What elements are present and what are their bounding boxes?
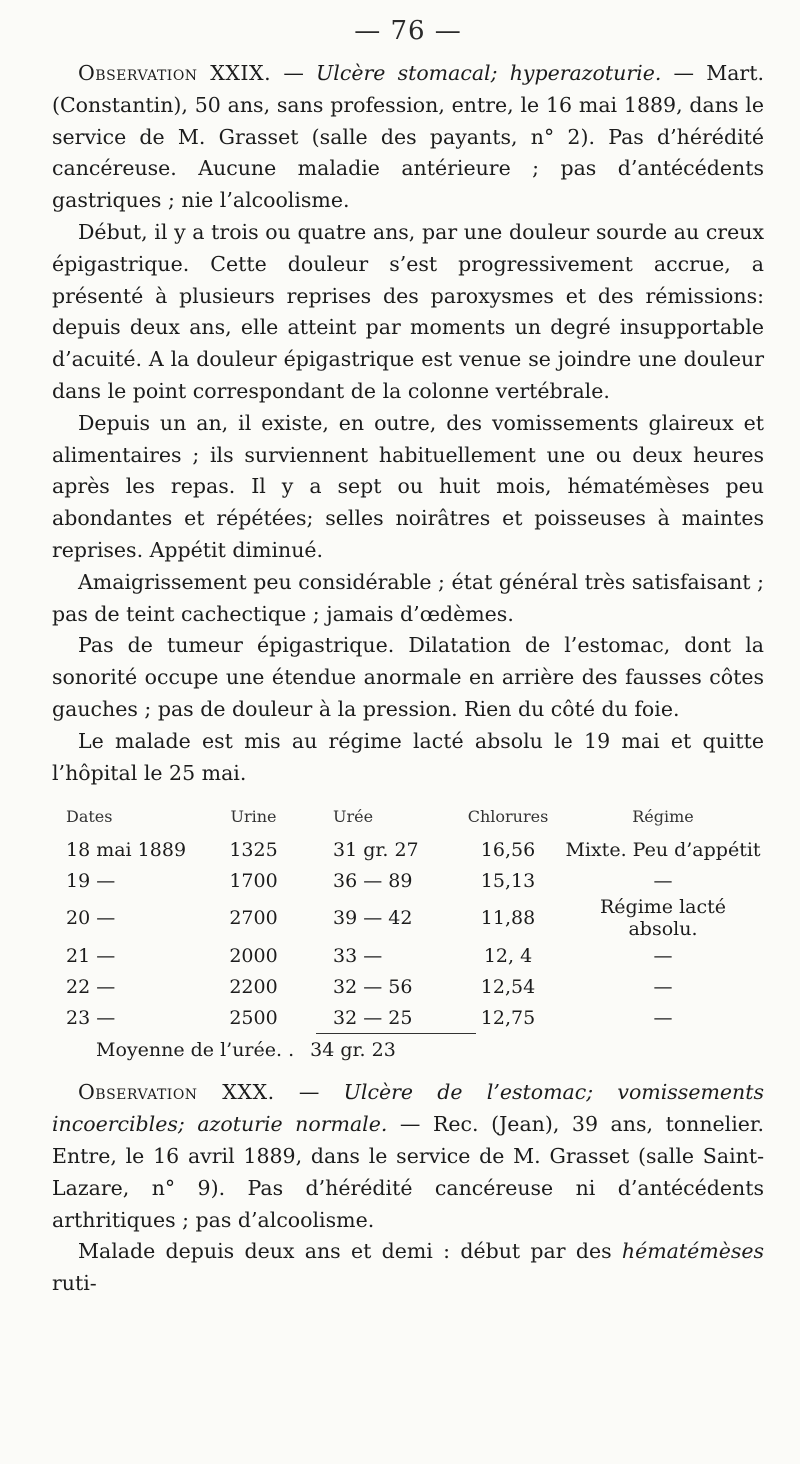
obs30-intro: — Rec. (Jean), 39 ans, tonnelier. Entre, le 16 avril 1889, dans le service de M. Grasset (salle Saint-Lazare, n° 9). Pas d’hérédité cancéreuse ni d’antécédents arthritiques ; pas d’alcoolisme. — [52, 1112, 764, 1232]
obs30-paragraph-2 — [52, 1236, 764, 1300]
header-chlorures: Chlorures — [467, 807, 549, 827]
page-number: — 76 — — [354, 16, 462, 46]
cell-urine: 2700 — [229, 907, 278, 930]
cell-date: 18 mai 1889 — [66, 838, 187, 861]
cell-regime: — — [653, 869, 673, 892]
table-row — [66, 940, 763, 971]
obs30-p2-end: ruti- — [52, 1271, 97, 1296]
table-header-row — [66, 807, 763, 834]
cell-chlorures: 12,75 — [480, 1006, 536, 1029]
obs29-intro: — Mart. (Constantin), 50 ans, sans profession, entre, le 16 mai 1889, dans le service de M. Grasset (salle des payants, n° 2). Pas d’hérédité cancéreuse. Aucune maladie antérieure ; pas d’antécédents gastriques ; nie l’alcoolisme. — [52, 61, 764, 213]
obs30-heading: Observation XXX. — [78, 1080, 275, 1105]
cell-date: 20 — — [66, 907, 116, 930]
cell-chlorures: 15,13 — [480, 869, 536, 892]
table-row — [66, 896, 763, 940]
cell-chlorures: 12, 4 — [483, 944, 533, 967]
obs29-title: Ulcère stomacal; hyperazoturie. — [316, 61, 662, 85]
urine-table — [66, 807, 763, 1033]
cell-date: 22 — — [66, 975, 116, 998]
cell-date: 23 — — [66, 1006, 116, 1029]
cell-chlorures: 16,56 — [480, 838, 536, 861]
obs30-p2-italic: hématémèses — [621, 1239, 764, 1264]
cell-urine: 2200 — [229, 975, 278, 998]
cell-uree: 32 — 25 — [333, 1006, 413, 1029]
obs29-dash: — — [271, 61, 317, 85]
cell-regime: — — [653, 944, 673, 967]
cell-date: 21 — — [66, 944, 116, 967]
table-row — [66, 1002, 763, 1033]
header-uree: Urée — [333, 807, 374, 827]
header-regime: Régime — [632, 807, 694, 827]
moyenne-line — [96, 1039, 764, 1061]
cell-chlorures: 12,54 — [480, 975, 536, 998]
cell-regime: — — [653, 1006, 673, 1029]
header-urine: Urine — [230, 807, 277, 827]
cell-uree: 32 — 56 — [333, 975, 413, 998]
obs30-p2-start: Malade depuis deux ans et demi : début par des — [78, 1239, 622, 1264]
cell-regime: Mixte. Peu d’appétit — [565, 838, 761, 861]
cell-uree: 33 — — [333, 944, 383, 967]
obs29-heading: Observation XXIX. — [78, 61, 272, 85]
table-row — [66, 834, 763, 865]
cell-regime: Régime lacté absolu. — [599, 896, 726, 941]
obs29-paragraph-2: Début, il y a trois ou quatre ans, par une douleur sourde au creux épigastrique. Cette douleur s’est progressivement accrue, a présenté à plusieurs reprises des paroxysmes et des rémissions: depuis deux ans, elle atteint par moments un degré insupportable d’acuité. A la douleur épigastrique est venue se joindre une douleur dans le point correspondant de la colonne vertébrale. — [52, 219, 764, 403]
moyenne-label: Moyenne de l’urée. . — [96, 1039, 295, 1062]
obs29-paragraph-4: Amaigrissement peu considérable ; état général très satisfaisant ; pas de teint cachectique ; jamais d’œdèmes. — [52, 569, 764, 626]
obs30-title: Ulcère de l’estomac; vomissements incoercibles; azoturie normale. — [52, 1080, 764, 1137]
cell-urine: 2500 — [229, 1006, 278, 1029]
header-dates: Dates — [66, 807, 113, 827]
cell-regime: — — [653, 975, 673, 998]
obs29-paragraph-6: Le malade est mis au régime lacté absolu le 19 mai et quitte l’hôpital le 25 mai. — [52, 728, 764, 785]
cell-urine: 1700 — [229, 869, 278, 892]
obs30-dash: — — [274, 1080, 344, 1105]
cell-uree: 39 — 42 — [333, 907, 413, 930]
observation-29 — [52, 58, 764, 789]
page — [52, 0, 764, 1300]
cell-uree: 31 gr. 27 — [333, 838, 419, 861]
table-row — [66, 865, 763, 896]
sum-rule — [316, 1033, 476, 1034]
obs29-intro-paragraph — [52, 58, 764, 217]
obs30-intro-paragraph — [52, 1077, 764, 1236]
cell-date: 19 — — [66, 869, 116, 892]
cell-urine: 1325 — [229, 838, 278, 861]
cell-uree: 36 — 89 — [333, 869, 413, 892]
observation-30 — [52, 1077, 764, 1300]
obs29-paragraph-5: Pas de tumeur épigastrique. Dilatation de l’estomac, dont la sonorité occupe une étendue anormale en arrière des fausses côtes gauches ; pas de douleur à la pression. Rien du côté du foie. — [52, 633, 764, 721]
obs29-paragraph-3: Depuis un an, il existe, en outre, des vomissements glaireux et alimentaires ; ils surviennent habituellement une ou deux heures après les repas. Il y a sept ou huit mois, hématémèses peu abondantes et répétées; selles noirâtres et poisseuses à maintes reprises. Appétit diminué. — [52, 410, 764, 562]
table-row — [66, 971, 763, 1002]
cell-chlorures: 11,88 — [480, 907, 536, 930]
moyenne-value: 34 gr. 23 — [310, 1039, 396, 1062]
cell-urine: 2000 — [229, 944, 278, 967]
